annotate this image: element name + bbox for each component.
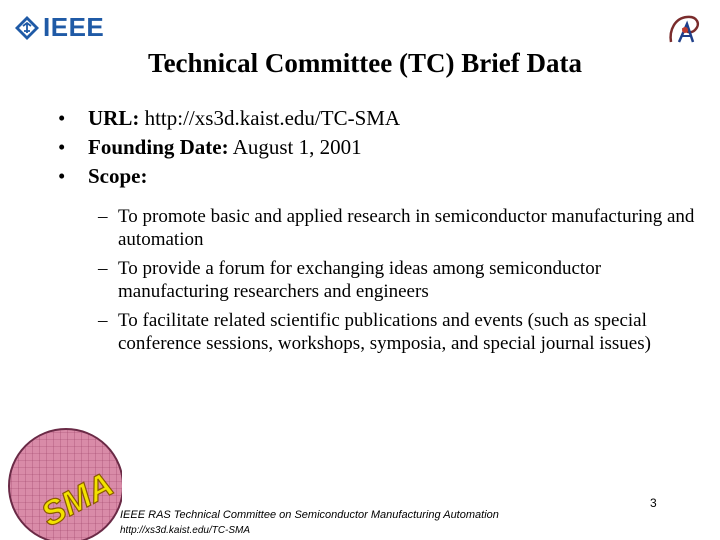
bullet-label: URL: <box>88 106 140 130</box>
ras-logo-icon <box>665 12 705 48</box>
dash-marker: – <box>98 206 108 227</box>
bullet-url <box>58 104 400 133</box>
bullet-founding-date <box>58 133 400 162</box>
ieee-logo <box>14 12 104 43</box>
dash-marker: – <box>98 310 108 331</box>
bullet-dot: • <box>58 135 66 159</box>
footer-url[interactable]: http://xs3d.kaist.edu/TC-SMA <box>120 525 251 536</box>
founding-date-value: August 1, 2001 <box>232 135 362 159</box>
page-title: Technical Committee (TC) Brief Data <box>148 48 582 78</box>
bullet-label: Founding Date: <box>88 135 229 159</box>
ieee-diamond-icon <box>14 15 40 41</box>
bullet-list <box>58 104 400 191</box>
bullet-dot: • <box>58 106 66 130</box>
scope-item <box>98 205 698 251</box>
scope-item-text: To promote basic and applied research in semiconductor manufacturing and automation <box>118 206 695 250</box>
bullet-scope <box>58 162 400 191</box>
scope-item <box>98 257 698 303</box>
url-value[interactable]: http://xs3d.kaist.edu/TC-SMA <box>144 106 401 130</box>
scope-item-text: To facilitate related scientific publications and events (such as special conference sessions, workshops, symposia, and special journal issues) <box>118 310 651 354</box>
dash-marker: – <box>98 258 108 279</box>
scope-item-text: To provide a forum for exchanging ideas among semiconductor manufacturing researchers and engineers <box>118 258 602 302</box>
page-number: 3 <box>650 496 657 510</box>
scope-list <box>98 205 698 361</box>
bullet-dot: • <box>58 164 66 188</box>
scope-item <box>98 309 698 355</box>
sma-wafer-logo <box>4 418 122 540</box>
footer-committee-name: IEEE RAS Technical Committee on Semiconductor Manufacturing Automation <box>120 509 499 521</box>
sma-logo-text: SMA <box>35 465 120 535</box>
ieee-wordmark: IEEE <box>43 12 105 42</box>
bullet-label: Scope: <box>88 164 148 188</box>
